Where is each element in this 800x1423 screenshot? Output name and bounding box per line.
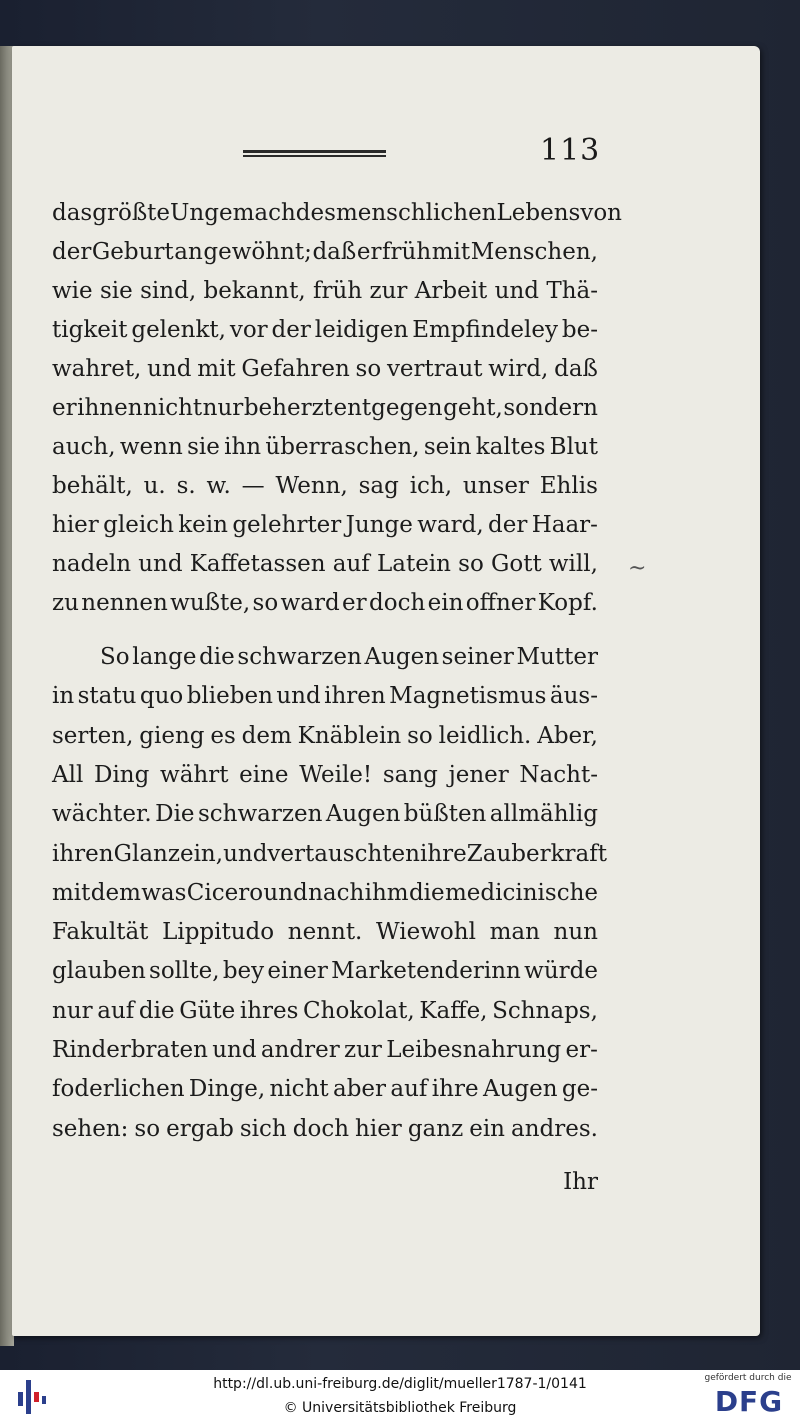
word: mit — [431, 239, 471, 265]
word: sind, — [140, 278, 197, 304]
word: Arbeit — [414, 278, 488, 304]
page-number: 113 — [540, 133, 601, 168]
word: nennt. — [287, 919, 363, 946]
word: seiner — [441, 644, 514, 670]
word: Güte — [179, 997, 236, 1024]
word: nur — [202, 395, 244, 421]
word: Augen — [325, 801, 401, 828]
word: ihm — [364, 879, 409, 906]
word: sie — [100, 278, 133, 304]
word: ihn — [224, 434, 262, 460]
word: und — [223, 840, 268, 867]
word: u. — [143, 473, 166, 499]
text-line — [52, 508, 598, 542]
header-rule-thick — [243, 150, 386, 153]
word: ihre — [419, 840, 467, 867]
word: nach — [308, 879, 365, 906]
word: Cicero — [186, 879, 264, 906]
word: dem — [90, 879, 141, 906]
word: auf — [97, 997, 135, 1024]
text-line — [52, 469, 598, 503]
word: sich — [239, 1115, 287, 1142]
word: daß — [554, 356, 598, 382]
text-line — [52, 876, 598, 910]
word: wie — [52, 278, 93, 304]
word: Ungemach — [170, 200, 296, 226]
word: medicinische — [444, 879, 598, 906]
word: ein — [469, 1115, 505, 1142]
dfg-logo-icon[interactable]: DFG — [714, 1385, 784, 1418]
word: Schnaps, — [492, 997, 598, 1024]
word: gelehrter — [232, 512, 342, 538]
word: entgegen — [333, 395, 443, 421]
word: bekannt, — [203, 278, 306, 304]
word: nur — [52, 997, 93, 1024]
text-line — [52, 954, 598, 988]
word: der — [488, 512, 528, 538]
word: Geburt — [91, 239, 174, 265]
word: sein — [423, 434, 472, 460]
text-line — [52, 391, 598, 425]
word: foderlichen — [52, 1076, 185, 1103]
word: Wiewohl — [376, 919, 476, 946]
text-line — [52, 352, 598, 386]
word: Menschen, — [470, 239, 598, 265]
word: sehen: — [52, 1115, 129, 1142]
word: sag — [358, 473, 399, 499]
word: geht, — [443, 395, 503, 421]
word: mit — [197, 356, 236, 382]
word: Thä- — [546, 278, 598, 304]
word: Leibesnahrung — [386, 1037, 562, 1063]
header-rule — [243, 150, 386, 159]
word: kein — [178, 512, 228, 538]
word: leidigen — [314, 317, 409, 343]
viewer-footer — [0, 1370, 800, 1423]
word: einer — [267, 958, 328, 985]
word: So — [100, 644, 130, 670]
word: doch — [292, 1115, 350, 1142]
word: ge- — [561, 1076, 598, 1103]
word: Weile! — [299, 761, 373, 788]
word: mit — [52, 879, 91, 906]
word: und — [147, 356, 192, 382]
word: Augen — [482, 1076, 558, 1103]
word: die — [408, 879, 445, 906]
word: wenn — [119, 434, 183, 460]
word: ihren — [52, 840, 114, 867]
word: Kaffetassen — [189, 551, 326, 577]
permalink-url[interactable]: http://dl.ub.uni-freiburg.de/diglit/mueller1787-1/0141 — [213, 1376, 587, 1392]
text-line — [52, 679, 598, 713]
text-line — [52, 196, 622, 230]
word: so — [252, 590, 279, 616]
text-line — [52, 915, 598, 949]
word: was — [141, 879, 187, 906]
word: auch, — [52, 434, 116, 460]
word: an — [174, 239, 203, 265]
word: offner — [465, 590, 536, 616]
word: währt — [160, 761, 229, 788]
word: würde — [524, 958, 598, 985]
word: überraschen, — [265, 434, 420, 460]
word: Die — [155, 801, 195, 828]
word: so — [407, 722, 433, 749]
word: Empfindeley — [412, 317, 558, 343]
word: lange — [132, 644, 197, 670]
word: ergab — [166, 1115, 234, 1142]
funding-note: gefördert durch die — [704, 1373, 792, 1383]
word: so — [134, 1115, 161, 1142]
word: und — [212, 1037, 257, 1063]
word: eine — [239, 761, 289, 788]
word: Zauberkraft — [466, 840, 607, 867]
text-line — [52, 1072, 598, 1106]
word: blieben — [186, 683, 273, 710]
word: der — [271, 317, 311, 343]
word: will, — [548, 551, 598, 577]
word: vor — [229, 317, 268, 343]
word: Junge — [345, 512, 413, 538]
word: größte — [92, 200, 171, 226]
word: unser — [462, 473, 529, 499]
word: Glanz — [113, 840, 180, 867]
word: serten, — [52, 722, 134, 749]
word: aber — [332, 1076, 387, 1103]
word: ward, — [417, 512, 484, 538]
word: so — [458, 551, 484, 577]
word: jener — [448, 761, 509, 788]
word: wußte, — [170, 590, 251, 616]
word: er- — [565, 1037, 598, 1063]
word: er — [52, 395, 77, 421]
header-rule-thin — [243, 155, 386, 157]
word: beherzt — [243, 395, 333, 421]
word: Ding — [94, 761, 150, 788]
word: Chokolat, — [303, 997, 415, 1024]
word: das — [52, 200, 93, 226]
word: Gefahren — [241, 356, 350, 382]
text-line — [52, 586, 598, 620]
word: ganz — [407, 1115, 464, 1142]
text-line — [100, 640, 598, 674]
text-line — [52, 758, 598, 792]
word: statu — [77, 683, 137, 710]
text-line — [52, 994, 598, 1028]
word: und — [494, 278, 540, 304]
word: Wenn, — [275, 473, 348, 499]
word: menschlichen — [335, 200, 497, 226]
word: und — [263, 879, 308, 906]
word: wächter. — [52, 801, 152, 828]
word: äus- — [549, 683, 598, 710]
word: sollte, — [149, 958, 220, 985]
word: die — [138, 997, 175, 1024]
word: — — [241, 473, 265, 499]
word: und — [276, 683, 321, 710]
word: ich, — [409, 473, 453, 499]
word: gleich — [103, 512, 174, 538]
word: Nacht- — [519, 761, 598, 788]
word: bey — [222, 958, 265, 985]
word: vertauschten — [267, 840, 420, 867]
word: zu — [52, 590, 79, 616]
word: quo — [139, 683, 184, 710]
word: Blut — [549, 434, 598, 460]
word: glauben — [52, 958, 146, 985]
word: Lebens — [496, 200, 581, 226]
word: Knäblein — [297, 722, 402, 749]
copyright-notice: © Universitätsbibliothek Freiburg — [283, 1400, 517, 1416]
word: zur — [369, 278, 408, 304]
word: Gott — [490, 551, 542, 577]
word: gewöhnt; — [203, 239, 312, 265]
word: nicht — [269, 1076, 329, 1103]
word: man — [489, 919, 540, 946]
word: des — [295, 200, 336, 226]
word: vertraut — [386, 356, 483, 382]
text-line — [52, 1033, 598, 1067]
word: Kaffe, — [419, 997, 488, 1024]
word: zur — [343, 1037, 382, 1063]
word: w. — [206, 473, 231, 499]
word: wahret, — [52, 356, 142, 382]
word: allmählig — [489, 801, 598, 828]
margin-mark: ~ — [628, 556, 647, 581]
word: Kopf. — [537, 590, 598, 616]
word: die — [199, 644, 235, 670]
word: Rinderbraten — [52, 1037, 208, 1063]
word: der — [52, 239, 92, 265]
word: ein, — [179, 840, 224, 867]
word: tigkeit — [52, 317, 128, 343]
word: kaltes — [475, 434, 546, 460]
ub-freiburg-logo-icon[interactable] — [14, 1378, 48, 1416]
word: er — [342, 590, 367, 616]
word: ihres — [239, 997, 299, 1024]
word: und — [138, 551, 183, 577]
word: Dinge, — [188, 1076, 266, 1103]
word: wird, — [488, 356, 549, 382]
text-line — [52, 313, 598, 347]
word: Fakultät — [52, 919, 149, 946]
text-line — [52, 430, 598, 464]
word: Haar- — [531, 512, 598, 538]
word: gieng — [139, 722, 205, 749]
word: nicht — [143, 395, 203, 421]
word: er — [356, 239, 382, 265]
word: ihren — [324, 683, 386, 710]
word: be- — [561, 317, 598, 343]
word: es — [210, 722, 236, 749]
word: schwarzen — [197, 801, 323, 828]
word: All — [52, 761, 84, 788]
word: früh — [382, 239, 432, 265]
word: andrer — [260, 1037, 340, 1063]
word: Ehlis — [539, 473, 598, 499]
word: s. — [176, 473, 196, 499]
word: behält, — [52, 473, 133, 499]
word: dem — [241, 722, 292, 749]
word: schwarzen — [237, 644, 362, 670]
text-line — [52, 274, 598, 308]
word: gelenkt, — [131, 317, 226, 343]
text-line — [52, 837, 607, 871]
word: Mutter — [516, 644, 598, 670]
word: Latein — [376, 551, 451, 577]
word: Aber, — [537, 722, 598, 749]
word: früh — [313, 278, 363, 304]
word: doch — [369, 590, 426, 616]
word: nennen — [81, 590, 168, 616]
word: nadeln — [52, 551, 132, 577]
word: daß — [312, 239, 357, 265]
word: ein — [427, 590, 464, 616]
text-line — [52, 235, 598, 269]
word: andres. — [511, 1115, 598, 1142]
word: büßten — [403, 801, 487, 828]
word: sang — [382, 761, 438, 788]
word: Marketenderinn — [331, 958, 521, 985]
word: hier — [52, 512, 99, 538]
word: ward — [280, 590, 340, 616]
word: leidlich. — [438, 722, 532, 749]
word: Magnetismus — [389, 683, 547, 710]
word: von — [580, 200, 622, 226]
word: Augen — [364, 644, 440, 670]
text-line — [52, 1112, 598, 1146]
word: hier — [355, 1115, 402, 1142]
text-line — [52, 797, 598, 831]
word: nun — [553, 919, 598, 946]
word: sondern — [503, 395, 598, 421]
word: ihre — [431, 1076, 479, 1103]
catchword: Ihr — [563, 1169, 598, 1195]
word: ihnen — [77, 395, 143, 421]
text-line — [52, 719, 598, 753]
word: auf — [332, 551, 370, 577]
text-line — [52, 547, 598, 581]
word: auf — [390, 1076, 428, 1103]
word: Lippitudo — [162, 919, 275, 946]
word: in — [52, 683, 75, 710]
word: so — [355, 356, 382, 382]
word: sie — [187, 434, 220, 460]
